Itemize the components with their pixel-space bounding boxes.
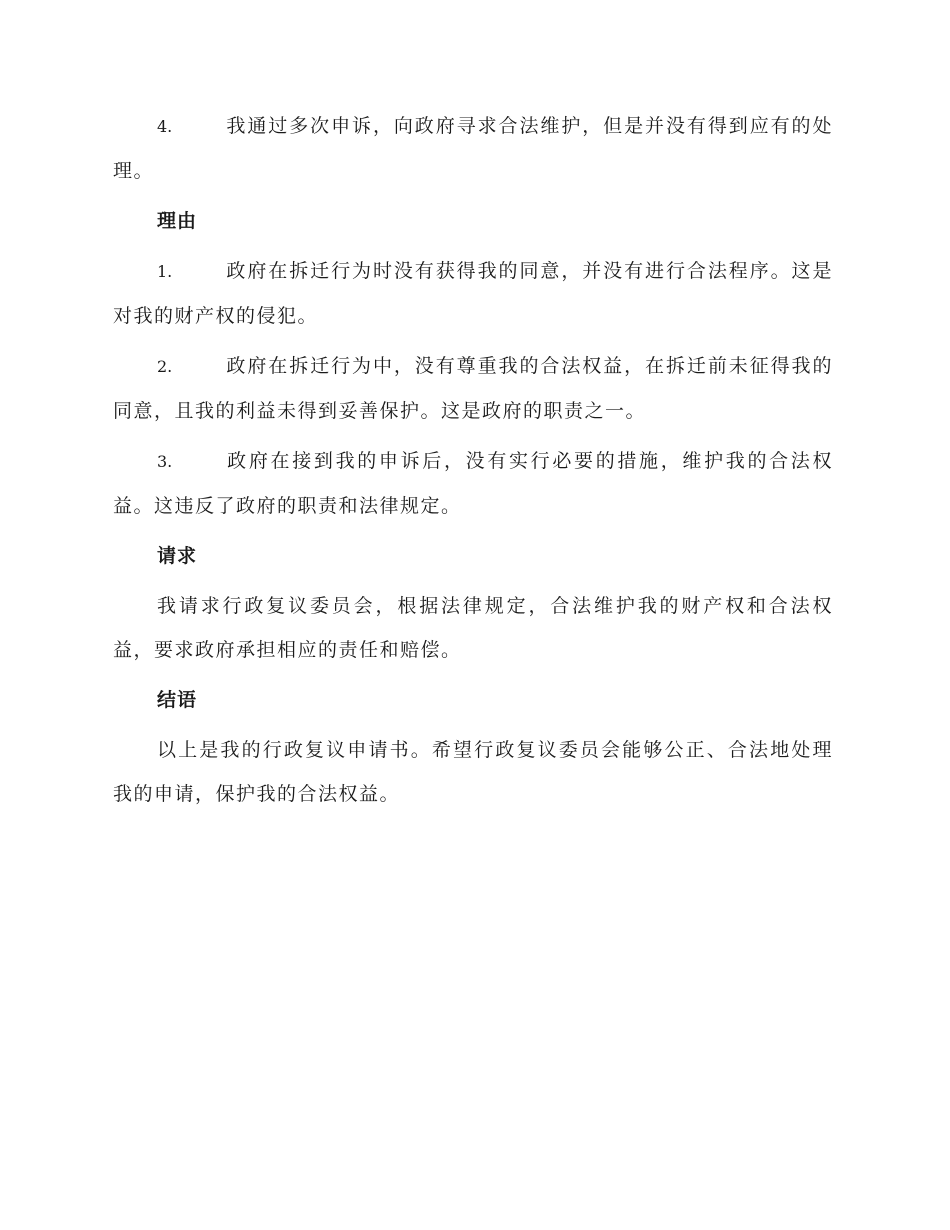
reason-item-number: 3. <box>157 452 173 471</box>
reason-item-number: 2. <box>157 357 173 376</box>
reason-item-text: 政府在拆迁行为时没有获得我的同意，并没有进行合法程序。这是对我的财产权的侵犯。 <box>113 260 833 327</box>
reason-item-number: 1. <box>157 262 173 281</box>
fact-item-text: 我通过多次申诉，向政府寻求合法维护，但是并没有得到应有的处理。 <box>113 115 833 182</box>
reason-item-1 <box>113 249 833 338</box>
fact-item-number: 4. <box>157 117 173 136</box>
section-heading-conclusion: 结语 <box>157 689 198 711</box>
section-heading-reasons: 理由 <box>157 210 198 232</box>
document-page <box>113 104 833 822</box>
reason-item-3 <box>113 439 833 528</box>
reason-item-text: 政府在拆迁行为中，没有尊重我的合法权益，在拆迁前未征得我的同意，且我的利益未得到妥善保护。这是政府的职责之一。 <box>113 355 833 422</box>
section-heading-request: 请求 <box>157 545 198 567</box>
reason-item-text: 政府在接到我的申诉后，没有实行必要的措施，维护我的合法权益。这违反了政府的职责和法律规定。 <box>113 450 833 517</box>
request-paragraph: 我请求行政复议委员会，根据法律规定，合法维护我的财产权和合法权益，要求政府承担相应的责任和赔偿。 <box>113 595 833 661</box>
reason-item-2 <box>113 344 833 433</box>
fact-item-4 <box>113 104 833 193</box>
conclusion-paragraph: 以上是我的行政复议申请书。希望行政复议委员会能够公正、合法地处理我的申请，保护我的合法权益。 <box>113 739 833 805</box>
